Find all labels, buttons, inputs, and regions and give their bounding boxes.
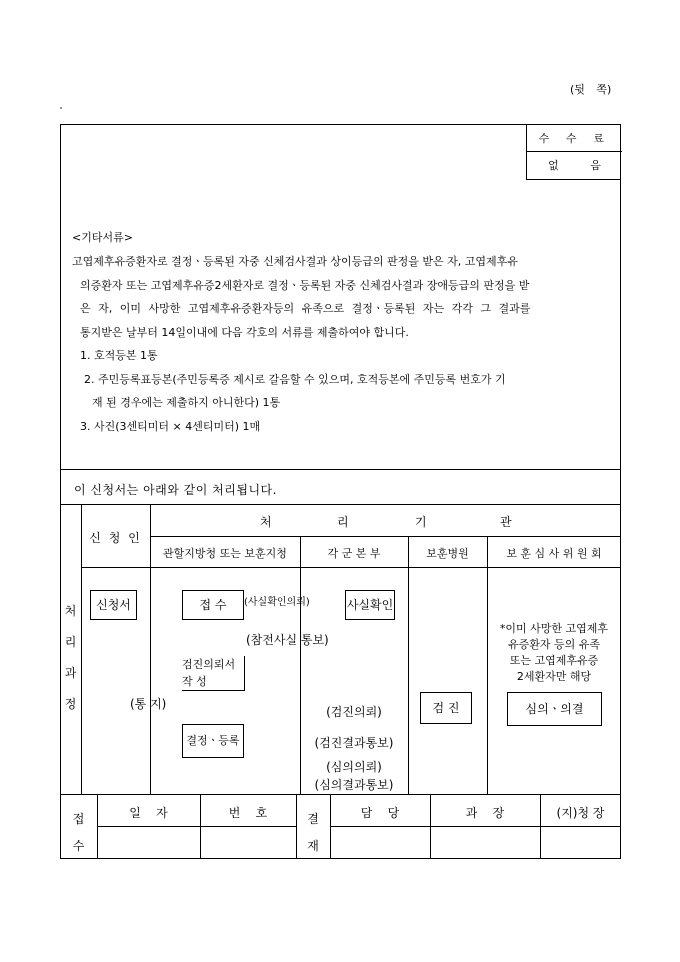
- col-header-committee: 보 훈 심 사 위 원 회: [506, 547, 602, 560]
- agency-header: [150, 513, 621, 531]
- agency-char: 리: [337, 515, 349, 529]
- receipt-char: 수: [72, 839, 85, 853]
- note-line: *이미 사망한 고엽제후: [499, 622, 609, 635]
- col-header-hospital: 보훈병원: [426, 547, 469, 560]
- fact-check-box: 사실확인: [345, 590, 395, 620]
- notify-label: (통 지): [130, 697, 167, 711]
- applicant-box: 신청서: [90, 590, 137, 620]
- side-char: 정: [64, 697, 77, 711]
- note-line: 2세환자만 해당: [516, 670, 592, 683]
- footer-head: (지)청 장: [556, 806, 605, 820]
- side-char: 처: [64, 604, 77, 618]
- doc-item-1: 1. 호적등본 1통: [80, 349, 158, 362]
- applicant-header: 신 청 인: [89, 531, 142, 545]
- agency-char: 관: [500, 515, 512, 529]
- process-side-label: [60, 596, 81, 720]
- receipt-box: 접 수: [182, 590, 244, 620]
- dot-mark: [60, 107, 62, 109]
- other-docs-intro: [72, 250, 620, 438]
- side-char: 과: [64, 666, 77, 680]
- agency-char: 기: [415, 515, 427, 529]
- fee-box: [526, 124, 621, 180]
- intro-line: 의증환자 또는 고엽제후유증2세환자로 결정ㆍ등록된 자중 신체검사결과 장애등급의 판정을 받: [80, 278, 530, 292]
- fact-check-request: (사실확인의뢰): [244, 597, 310, 608]
- approval-char: 결: [307, 812, 319, 826]
- doc-item-2-line1: 2. 주민등록표등본(주민등록증 제시로 갈음할 수 있으며, 호적등본에 주민등록 번호가 기: [84, 372, 506, 386]
- footer-receipt-label: [60, 806, 97, 860]
- process-notice: 이 신청서는 아래와 같이 처리됩니다.: [74, 483, 277, 497]
- approval-char: 재: [307, 839, 319, 853]
- footer-section-chief: 과 장: [465, 806, 505, 820]
- exam-request: (검진의뢰): [326, 705, 382, 719]
- doc-item-3: 3. 사진(3센티미터 × 4센티미터) 1매: [80, 419, 261, 433]
- intro-line: 은 자, 이미 사망한 고엽제후유증환자등의 유족으로 결정ㆍ등록된 자는 각각 그 결과를: [80, 302, 531, 315]
- intro-line: 고엽제후유증환자로 결정ㆍ등록된 자중 신체검사결과 상이등급의 판정을 받은 자, 고엽제후유: [72, 255, 518, 268]
- note-line: 유증환자 등의 유족: [507, 638, 600, 651]
- footer-in-charge: 담 당: [360, 806, 400, 820]
- review-result-notice: (심의결과통보): [314, 778, 394, 792]
- page-label: (뒷 쪽): [570, 83, 612, 96]
- exam-box: 검 진: [420, 692, 472, 724]
- col-header-army: 각 군 본 부: [327, 547, 381, 560]
- col-header-regional: 관할지방청 또는 보훈지청: [163, 547, 287, 560]
- footer-approval-label: [296, 806, 330, 860]
- decision-box: 결정ㆍ등록: [182, 724, 244, 758]
- other-docs-title: <기타서류>: [72, 231, 133, 244]
- intro-line: 통지받은 날부터 14일이내에 다음 각호의 서류를 제출하여야 합니다.: [80, 325, 409, 339]
- committee-note: [487, 621, 621, 685]
- side-char: 리: [64, 635, 77, 649]
- footer-date: 일 자: [129, 806, 168, 820]
- exam-doc-line: 작 성: [182, 675, 207, 688]
- participation-notice: (참전사실 통보): [246, 633, 329, 647]
- doc-item-2-line2: 재 된 경우에는 제출하지 아니한다) 1통: [92, 396, 281, 409]
- footer-number: 번 호: [228, 806, 268, 820]
- review-box: 심의ㆍ의결: [507, 692, 602, 726]
- exam-doc-line: 검진의뢰서: [182, 658, 236, 671]
- agency-char: 처: [260, 515, 272, 529]
- review-request: (심의의뢰): [326, 760, 382, 774]
- receipt-char: 접: [72, 812, 85, 826]
- note-line: 또는 고엽제후유증: [509, 654, 599, 667]
- exam-result-notice: (검진결과통보): [314, 736, 394, 750]
- fee-header: 수 수 료: [538, 132, 611, 145]
- exam-request-doc: [182, 656, 245, 691]
- fee-value: 없 음: [548, 159, 601, 172]
